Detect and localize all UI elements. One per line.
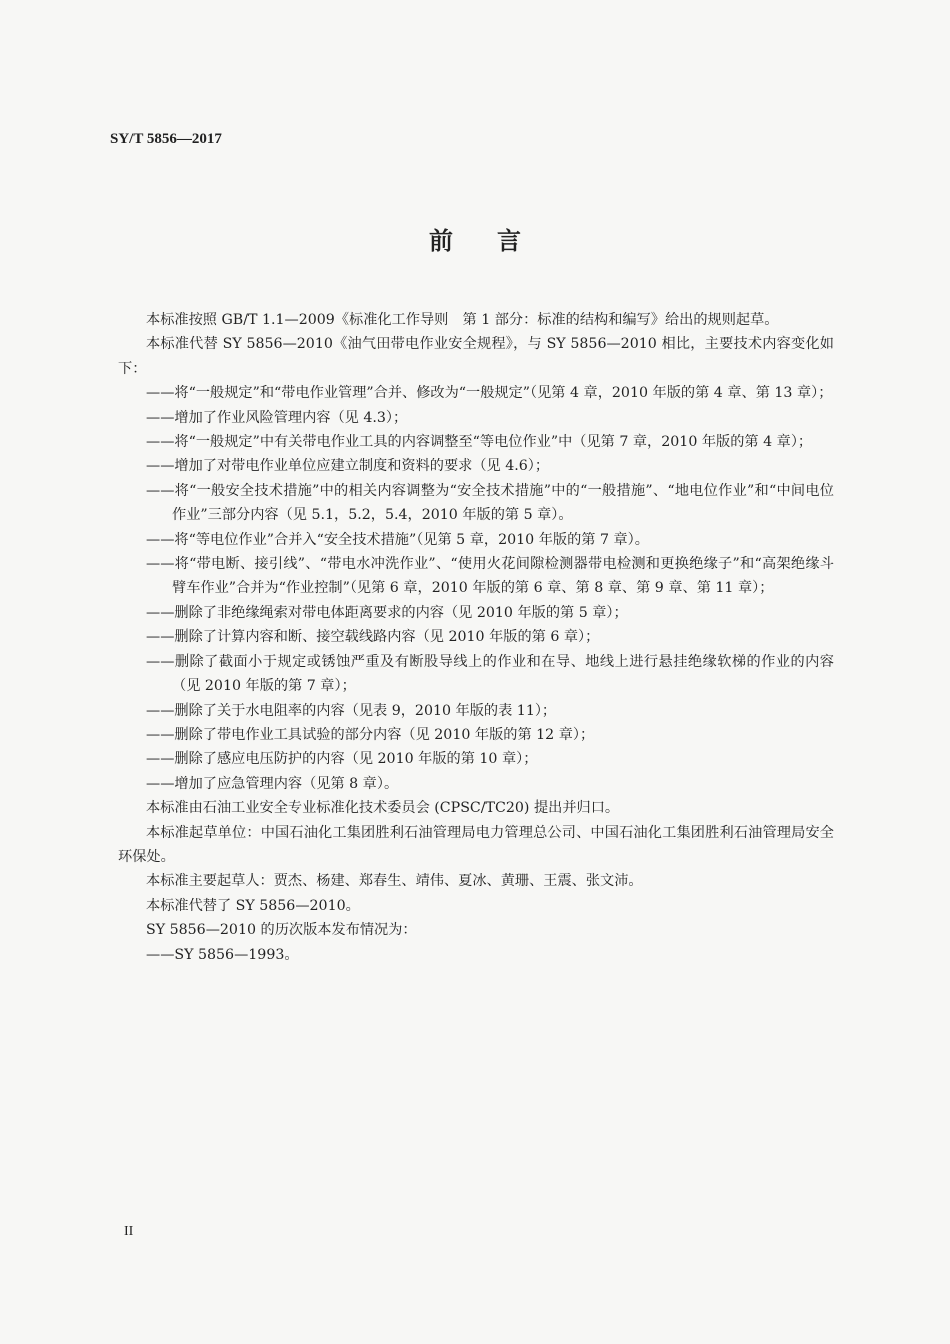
paragraph: 本标准主要起草人：贾杰、杨建、郑春生、靖伟、夏冰、黄珊、王震、张文沛。 [146,873,643,890]
list-item: ——增加了应急管理内容（见第 8 章）。 [146,775,399,792]
list-item: ——将“一般规定”和“带电作业管理”合并、修改为“一般规定”（见第 4 章，2010 年版的第 4 章、第 13 章）； [146,385,833,402]
paragraph: 本标准按照 GB/T 1.1—2009《标准化工作导则 第 1 部分：标准的结构和编写》给出的规则起草。 [146,312,779,328]
list-item: ——将“一般规定”中有关带电作业工具的内容调整至“等电位作业”中（见第 7 章，2010 年版的第 4 章）； [146,434,813,451]
paragraph: 本标准起草单位：中国石油化工集团胜利石油管理局电力管理总公司、中国石油化工集团胜利石油管理局安全环保处。 [118,824,834,865]
paragraph: SY 5856—2010 的历次版本发布情况为： [146,922,417,939]
paragraph: 本标准由石油工业安全专业标准化技术委员会 (CPSC/TC20) 提出并归口。 [146,800,620,817]
list-item: ——删除了截面小于规定或锈蚀严重及有断股导线上的作业和在导、地线上进行悬挂绝缘软梯的作业的内容（见 2010 年版的第 7 章）； [146,653,834,695]
page-number: II [124,1224,134,1239]
paragraph: 本标准代替了 SY 5856—2010。 [146,897,360,914]
document-body [118,308,834,967]
paragraph: 本标准代替 SY 5856—2010《油气田带电作业安全规程》，与 SY 5856—2010 相比，主要技术内容变化如下： [118,336,834,377]
title-char-1: 前 [429,227,453,255]
list-item: ——删除了计算内容和断、接空载线路内容（见 2010 年版的第 6 章）； [146,629,600,646]
list-item: ——删除了关于水电阻率的内容（见表 9，2010 年版的表 11）； [146,702,557,719]
list-item: ——将“等电位作业”合并入“安全技术措施”（见第 5 章，2010 年版的第 7 章）。 [146,531,649,548]
list-item: ——删除了非绝缘绳索对带电体距离要求的内容（见 2010 年版的第 5 章）； [146,604,628,621]
document-code: SY/T 5856—2017 [110,131,222,147]
list-item: ——将“带电断、接引线”、“带电水冲洗作业”、“使用火花间隙检测器带电检测和更换绝缘子”和“高架绝缘斗臂车作业”合并为“作业控制”（见第 6 章，2010 年版的第 6 章、第 8 章、第 9 章、第 11 章）； [146,556,834,597]
list-item: ——增加了作业风险管理内容（见 4.3）； [146,409,408,426]
list-item: ——删除了带电作业工具试验的部分内容（见 2010 年版的第 12 章）； [146,726,595,743]
page-title [0,221,950,256]
list-item: ——SY 5856—1993。 [146,946,299,963]
title-char-2: 言 [497,227,521,255]
list-item: ——将“一般安全技术措施”中的相关内容调整为“安全技术措施”中的“一般措施”、“地电位作业”和“中间电位作业”三部分内容（见 5.1，5.2，5.4，2010 年版的第 5 章）。 [146,482,834,524]
list-item: ——删除了感应电压防护的内容（见 2010 年版的第 10 章）； [146,751,538,768]
list-item: ——增加了对带电作业单位应建立制度和资料的要求（见 4.6）； [146,458,550,475]
